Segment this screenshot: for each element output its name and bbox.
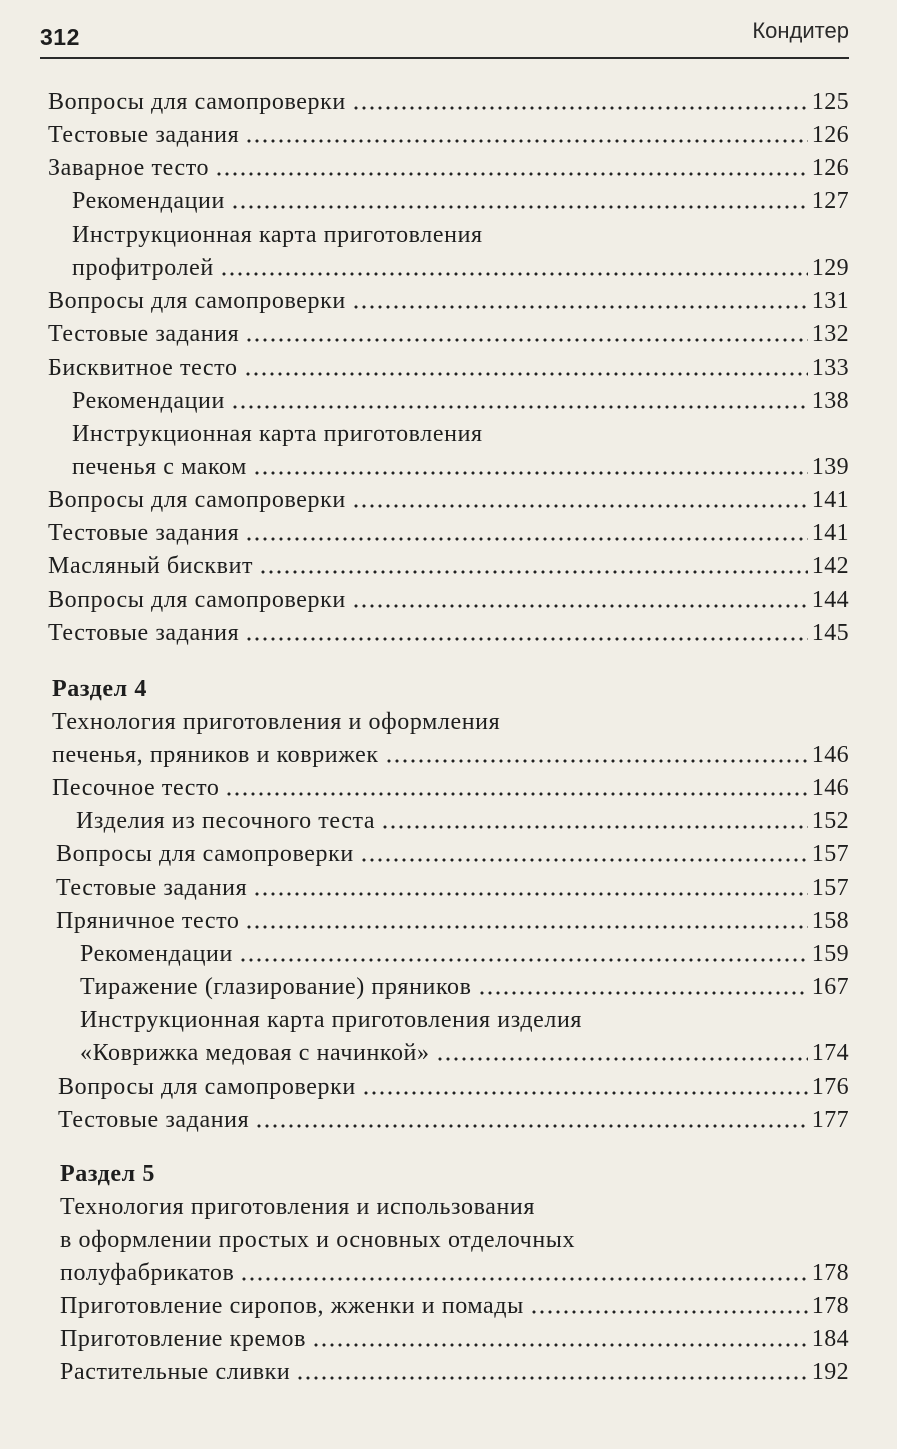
toc-entry-title: Вопросы для самопроверки bbox=[58, 1074, 356, 1100]
toc-entry-first-line: Инструкционная карта приготовления изделия bbox=[80, 1007, 583, 1033]
toc-entry-title: Растительные сливки bbox=[60, 1359, 291, 1385]
toc-entry-title: Пряничное тесто bbox=[56, 908, 240, 934]
toc-entry bbox=[60, 1323, 849, 1356]
toc-entry-title: Тестовые задания bbox=[48, 122, 240, 148]
toc-entry-title: Приготовление кремов bbox=[60, 1326, 307, 1352]
toc-page-number: 133 bbox=[811, 355, 849, 381]
toc-entry bbox=[48, 152, 849, 185]
page-header bbox=[40, 14, 849, 50]
toc-page-number: 138 bbox=[811, 388, 849, 414]
toc-page-number: 127 bbox=[811, 188, 849, 214]
toc-entry bbox=[56, 905, 849, 938]
dot-leader bbox=[296, 1372, 807, 1382]
toc-entry-title: печенья, пряников и коврижек bbox=[52, 742, 379, 768]
toc-entry bbox=[52, 739, 849, 772]
toc-page-number: 126 bbox=[811, 122, 849, 148]
toc-entry-title: Масляный бисквит bbox=[48, 553, 254, 579]
toc-entry bbox=[48, 352, 849, 385]
toc-page-number: 129 bbox=[811, 255, 849, 281]
toc-subentry bbox=[76, 805, 849, 838]
dot-leader bbox=[245, 135, 808, 145]
toc-entry-title: Заварное тесто bbox=[48, 155, 210, 181]
toc-page-number: 146 bbox=[811, 775, 849, 801]
dot-leader bbox=[360, 854, 808, 864]
section-title-line: в оформлении простых и основных отделочных bbox=[60, 1227, 576, 1253]
toc-page-number: 141 bbox=[811, 487, 849, 513]
toc-subentry bbox=[80, 938, 849, 971]
header-rule bbox=[40, 57, 849, 59]
toc-entry bbox=[48, 119, 849, 152]
toc-entry-title: Тестовые задания bbox=[48, 321, 240, 347]
section-title-line: Технология приготовления и оформления bbox=[52, 709, 501, 735]
toc-page-number: 158 bbox=[811, 908, 849, 934]
toc-entry-title: печенья с маком bbox=[72, 454, 247, 480]
toc-entry bbox=[48, 617, 849, 650]
toc-entry bbox=[48, 285, 849, 318]
toc-subentry bbox=[72, 385, 849, 418]
toc-entry bbox=[60, 1290, 849, 1323]
toc-entry bbox=[48, 86, 849, 119]
dot-leader bbox=[352, 500, 808, 510]
dot-leader bbox=[530, 1306, 808, 1316]
toc-entry-title: Приготовление сиропов, жженки и помады bbox=[60, 1293, 524, 1319]
dot-leader bbox=[244, 368, 808, 378]
toc-entry-title: Песочное тесто bbox=[52, 775, 220, 801]
dot-leader bbox=[478, 987, 808, 997]
toc-entry-title: Тестовые задания bbox=[56, 875, 248, 901]
dot-leader bbox=[255, 1120, 808, 1130]
toc-entry-title: Бисквитное тесто bbox=[48, 355, 238, 381]
dot-leader bbox=[381, 821, 808, 831]
toc-page-number: 146 bbox=[811, 742, 849, 768]
dot-leader bbox=[239, 954, 808, 964]
toc-entry-title: Тиражение (глазирование) пряников bbox=[80, 974, 472, 1000]
toc-entry bbox=[58, 1104, 849, 1137]
toc-page-number: 184 bbox=[811, 1326, 849, 1352]
toc-entry-title: Рекомендации bbox=[80, 941, 233, 967]
dot-leader bbox=[245, 334, 808, 344]
toc-entry bbox=[48, 318, 849, 351]
toc-entry-title: Вопросы для самопроверки bbox=[56, 841, 354, 867]
toc-entry-title: Изделия из песочного теста bbox=[76, 808, 376, 834]
dot-leader bbox=[352, 102, 808, 112]
toc-entry bbox=[60, 1257, 849, 1290]
toc-subentry bbox=[80, 971, 849, 1004]
dot-leader bbox=[231, 401, 808, 411]
toc-page-number: 126 bbox=[811, 155, 849, 181]
toc-entry-title: Рекомендации bbox=[72, 388, 225, 414]
toc-entry-first-line: Инструкционная карта приготовления bbox=[72, 222, 483, 248]
toc-entry-title: Тестовые задания bbox=[48, 520, 240, 546]
toc-entry-title: Вопросы для самопроверки bbox=[48, 89, 346, 115]
section-heading: Раздел 5 bbox=[60, 1161, 155, 1187]
toc-entry bbox=[48, 484, 849, 517]
toc-page-number: 192 bbox=[811, 1359, 849, 1385]
toc-page-number: 142 bbox=[811, 553, 849, 579]
toc-page-number: 167 bbox=[811, 974, 849, 1000]
dot-leader bbox=[225, 788, 807, 798]
toc-page-number: 176 bbox=[811, 1074, 849, 1100]
dot-leader bbox=[245, 533, 808, 543]
toc-entry-title: Тестовые задания bbox=[58, 1107, 250, 1133]
toc-subentry bbox=[72, 185, 849, 218]
dot-leader bbox=[312, 1339, 808, 1349]
toc-page-number: 139 bbox=[811, 454, 849, 480]
toc-page-number: 132 bbox=[811, 321, 849, 347]
toc-entry bbox=[56, 838, 849, 871]
dot-leader bbox=[253, 467, 808, 477]
toc-page-number: 177 bbox=[811, 1107, 849, 1133]
toc-page-number: 157 bbox=[811, 875, 849, 901]
toc-page-number: 144 bbox=[811, 587, 849, 613]
dot-leader bbox=[231, 201, 808, 211]
toc-subentry bbox=[72, 252, 849, 285]
toc-entry-title: Вопросы для самопроверки bbox=[48, 288, 346, 314]
dot-leader bbox=[436, 1053, 808, 1063]
toc-entry bbox=[58, 1071, 849, 1104]
toc-page-number: 178 bbox=[811, 1293, 849, 1319]
toc-entry-title: Вопросы для самопроверки bbox=[48, 587, 346, 613]
toc-entry-title: Вопросы для самопроверки bbox=[48, 487, 346, 513]
dot-leader bbox=[385, 755, 808, 765]
toc-page-number: 178 bbox=[811, 1260, 849, 1286]
toc-page-number: 125 bbox=[811, 89, 849, 115]
toc-page-number: 152 bbox=[811, 808, 849, 834]
toc-entry-title: Рекомендации bbox=[72, 188, 225, 214]
toc-entry-title: полуфабрикатов bbox=[60, 1260, 235, 1286]
dot-leader bbox=[352, 600, 808, 610]
dot-leader bbox=[245, 633, 808, 643]
toc-entry-title: профитролей bbox=[72, 255, 214, 281]
toc-page-number: 145 bbox=[811, 620, 849, 646]
dot-leader bbox=[220, 268, 808, 278]
dot-leader bbox=[253, 888, 808, 898]
section-title-line: Технология приготовления и использования bbox=[60, 1194, 535, 1220]
toc-entry-title: Тестовые задания bbox=[48, 620, 240, 646]
dot-leader bbox=[245, 921, 807, 931]
toc-entry bbox=[56, 872, 849, 905]
dot-leader bbox=[215, 168, 808, 178]
page-number: 312 bbox=[40, 24, 80, 50]
toc-entry bbox=[48, 550, 849, 583]
toc-page-number: 131 bbox=[811, 288, 849, 314]
toc-entry bbox=[52, 772, 849, 805]
dot-leader bbox=[362, 1087, 808, 1097]
toc-entry-first-line: Инструкционная карта приготовления bbox=[72, 421, 483, 447]
dot-leader bbox=[352, 301, 808, 311]
toc-page-number: 157 bbox=[811, 841, 849, 867]
toc-entry bbox=[48, 584, 849, 617]
dot-leader bbox=[259, 566, 808, 576]
toc-page-number: 141 bbox=[811, 520, 849, 546]
section-heading: Раздел 4 bbox=[52, 676, 147, 702]
toc-entry-title: «Коврижка медовая с начинкой» bbox=[80, 1040, 430, 1066]
running-title: Кондитер bbox=[752, 18, 849, 43]
toc-subentry bbox=[72, 451, 849, 484]
toc-page-number: 159 bbox=[811, 941, 849, 967]
toc-entry bbox=[48, 517, 849, 550]
toc-entry bbox=[60, 1356, 849, 1389]
toc-page-number: 174 bbox=[811, 1040, 849, 1066]
toc-subentry bbox=[80, 1037, 849, 1070]
dot-leader bbox=[240, 1273, 807, 1283]
